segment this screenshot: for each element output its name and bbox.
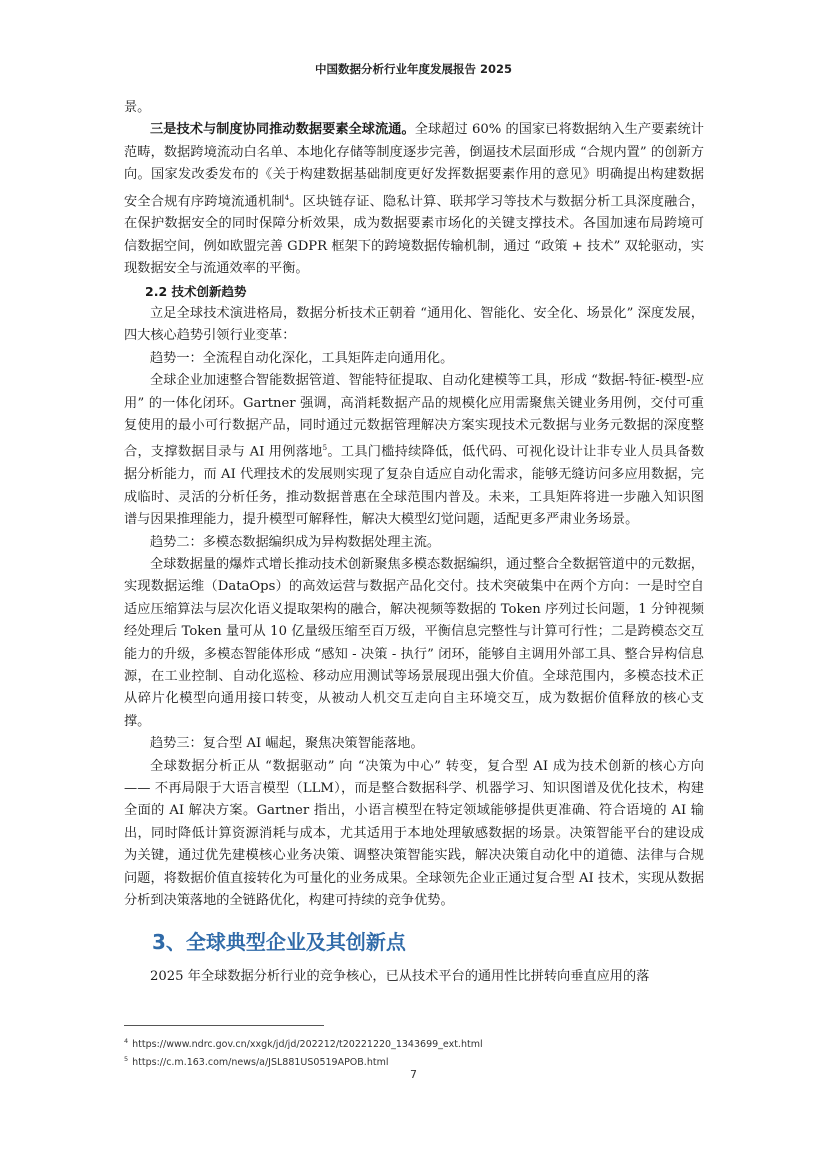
paragraph-section-3: 2025 年全球数据分析行业的竞争核心，已从技术平台的通用性比拼转向垂直应用的落 bbox=[150, 969, 650, 985]
trend-heading-2: 趋势二：多模态数据编织成为异构数据处理主流。 bbox=[150, 534, 441, 550]
paragraph-text: 。区块链存证、隐私计算、联邦学习等技术与数据分析工具深度融合，在保护数据安全的同时保障分析效果，成为数据要素市场化的关键支撑技术。各国加速布局跨境可信数据空间，例如欧盟完善 GDPR 框架下的跨境数据传输机制，通过 “政策 + 技术” 双轮驱动，实现数据安全与流通效率的平衡。 bbox=[124, 194, 705, 277]
footnotes bbox=[124, 1034, 704, 1070]
page-number: 7 bbox=[410, 1068, 417, 1081]
section-heading-2-2: 2.2 技术创新趋势 bbox=[145, 283, 247, 299]
section-heading-3: 3、全球典型企业及其创新点 bbox=[152, 930, 406, 955]
footnote-link[interactable]: https://www.ndrc.gov.cn/xxgk/jd/jd/202212/t20221220_1343699_ext.html bbox=[132, 1039, 483, 1051]
paragraph-intro: 立足全球技术演进格局，数据分析技术正朝着 “通用化、智能化、安全化、场景化” 深度发展，四大核心趋势引领行业变革： bbox=[124, 306, 704, 344]
paragraph-text: 全球企业加速整合智能数据管道、智能特征提取、自动化建模等工具，形成 “数据-特征-模型-应用” 的一体化闭环。Gartner 强调，高消耗数据产品的规模化应用需聚焦关键业务用例，交付可重复使用的最小可行数据产品，同时通过元数据管理解决方案实现技术元数据与业务元数据的深度整合，支撑数据目录与 AI 用例落地 bbox=[124, 373, 704, 460]
paragraph-continuation: 景。 bbox=[124, 100, 151, 115]
footnote-number: 4 bbox=[124, 1037, 129, 1045]
trend-heading-1: 趋势一：全流程自动化深化，工具矩阵走向通用化。 bbox=[150, 350, 454, 366]
paragraph-lead-bold: 三是技术与制度协同推动数据要素全球流通。 bbox=[150, 122, 415, 138]
paragraph-tech-policy bbox=[124, 119, 704, 280]
paragraph-trend-1 bbox=[124, 370, 704, 531]
paragraph-text: 全球超过 60% 的国家已将数据纳入生产要素统计范畴，数据跨境流动白名单、本地化存储等制度逐步完善，倒逼技术层面形成 “合规内置” 的创新方向。国家发改委发布的《关于构建数据基础制度更好发挥数据要素作用的意见》明确提出构建数据安全合规有序跨境流通机制 bbox=[124, 122, 704, 210]
footnote-ref: 4 bbox=[284, 193, 290, 202]
footnote-link[interactable]: https://c.m.163.com/news/a/JSL881US0519APOB.html bbox=[132, 1057, 389, 1069]
footnote-item bbox=[124, 1034, 704, 1052]
paragraph-text: 。工具门槛持续降低，低代码、可视化设计让非专业人员具备数据分析能力，而 AI 代理技术的发展则实现了复杂自适应自动化需求，能够无缝访问多应用数据，完成临时、灵活的分析任务，推动数据普惠在全球范围内普及。未来，工具矩阵将进一步融入知识图谱与因果推理能力，提升模型可解释性，解决大模型幻觉问题，适配更多严肃业务场景。 bbox=[124, 444, 705, 528]
main-content bbox=[124, 97, 704, 989]
trend-heading-3: 趋势三：复合型 AI 崛起，聚焦决策智能落地。 bbox=[150, 736, 424, 752]
footnote-number: 5 bbox=[124, 1055, 129, 1064]
page-header: 中国数据分析行业年度发展报告 2025 bbox=[314, 62, 512, 76]
footnote-ref: 5 bbox=[322, 444, 328, 453]
footnote-divider bbox=[124, 1025, 324, 1026]
paragraph-trend-3: 全球数据分析正从 “数据驱动” 向 “决策为中心” 转变，复合型 AI 成为技术创新的核心方向 —— 不再局限于大语言模型（LLM），而是整合数据科学、机器学习、知识图谱及优化技术，构建全面的 AI 解决方案。Gartner 指出，小语言模型在特定领域能够提供更准确、符合语境的 AI 输出，同时降低计算资源消耗与成本，尤其适用于本地处理敏感数据的场景。决策智能平台的建设成为关键，通过优先建模核心业务决策、调整决策智能实践，解决决策自动化中的道德、法律与合规问题，将数据价值直接转化为可量化的业务成果。全球领先企业正通过复合型 AI 技术，实现从数据分析到决策落地的全链路优化，构建可持续的竞争优势。 bbox=[124, 758, 704, 908]
paragraph-trend-2: 全球数据量的爆炸式增长推动技术创新聚焦多模态数据编织，通过整合全数据管道中的元数据，实现数据运维（DataOps）的高效运营与数据产品化交付。技术突破集中在两个方向：一是时空自适应压缩算法与层次化语义提取架构的融合，解决视频等数据的 Token 序列过长问题，1 分钟视频经处理后 Token 量可从 10 亿量级压缩至百万级，平衡信息完整性与计算可行性；二是跨模态交互能力的升级，多模态智能体形成 “感知 - 决策 - 执行” 闭环，能够自主调用外部工具、整合异构信息源，在工业控制、自动化巡检、移动应用测试等场景展现出强大价值。全球范围内，多模态技术正从碎片化模型向通用接口转变，从被动人机交互走向自主环境交互，成为数据价值释放的核心支撑。 bbox=[124, 556, 704, 729]
